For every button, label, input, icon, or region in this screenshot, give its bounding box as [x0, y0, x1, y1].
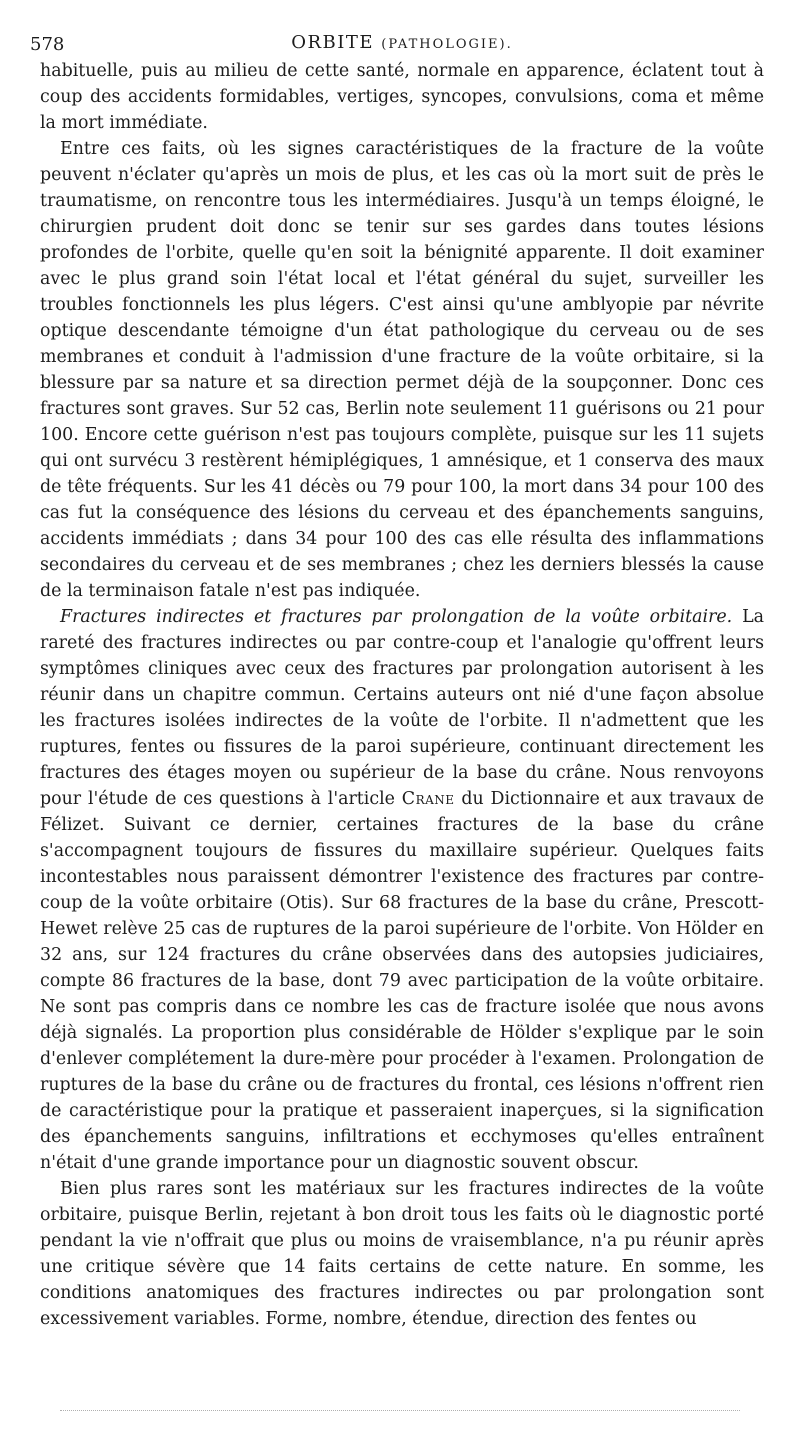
- running-header: [30, 30, 764, 55]
- paragraph-3-text-b: du Dictionnaire et aux travaux de Félizet. Suivant ce dernier, certaines fractures de la base du crâne s'accompagnent toujours de fissures du maxillaire supérieur. Quelques faits incontestables nous paraissent démontrer l'existence des fractures par contre-coup de la voûte orbitaire (Otis). Sur 68 fractures de la base du crâne, Prescott-Hewet relève 25 cas de ruptures de la paroi supérieure de l'orbite. Von Hölder en 32 ans, sur 124 fractures du crâne observées dans des autopsies judiciaires, compte 86 fractures de la base, dont 79 avec participation de la voûte orbitaire. Ne sont pas compris dans ce nombre les cas de fracture isolée que nous avons déjà signalés. La proportion plus considérable de Hölder s'explique par le soin d'enlever complétement la dure-mère pour procéder à l'examen. Prolongation de ruptures de la base du crâne ou de fractures du frontal, ces lésions n'offrent rien de caractéristique pour la pratique et passeraient inaperçues, si la signification des épanchements sanguins, infiltrations et ecchymoses qu'elles entraînent n'était d'une grande importance pour un diagnostic souvent obscur.: [40, 789, 764, 1173]
- running-title-sub: (PATHOLOGIE).: [381, 37, 513, 52]
- paragraph-3-text-a: La rareté des fractures indirectes ou par contre-coup et l'analogie qu'offrent leurs symptômes cliniques avec ceux des fractures par prolongation autorisent à les réunir dans un chapitre commun. Certains auteurs ont nié d'une façon absolue les fractures isolées indirectes de la voûte de l'orbite. Il n'admettent que les ruptures, fentes ou fissures de la paroi supérieure, continuant directement les fractures des étages moyen ou supérieur de la base du crâne. Nous renvoyons pour l'étude de ces questions à l'article: [40, 607, 764, 809]
- body-text: [40, 58, 764, 1332]
- footer-rule: [60, 1410, 740, 1411]
- running-title: [40, 32, 764, 53]
- paragraph-4: Bien plus rares sont les matériaux sur les fractures indirectes de la voûte orbitaire, puisque Berlin, rejetant à bon droit tous les faits où le diagnostic porté pendant la vie n'offrait que plus ou moins de vraisemblance, n'a pu réunir après une critique sévère que 14 faits certains de cette nature. En somme, les conditions anatomiques des fractures indirectes ou par prolongation sont excessivement variables. Forme, nombre, étendue, direction des fentes ou: [40, 1179, 764, 1329]
- document-page: [30, 30, 764, 1332]
- article-reference: Crane: [401, 789, 455, 809]
- section-heading: Fractures indirectes et fractures par prolongation de la voûte orbitaire.: [60, 607, 733, 627]
- running-title-main: ORBITE: [291, 32, 375, 53]
- paragraph-3: [40, 604, 764, 1176]
- paragraph-2: Entre ces faits, où les signes caractéristiques de la fracture de la voûte peuvent n'éclater qu'après un mois de plus, et les cas où la mort suit de près le traumatisme, on rencontre tous les intermédiaires. Jusqu'à un temps éloigné, le chirurgien prudent doit donc se tenir sur ses gardes dans toutes lésions profondes de l'orbite, quelle qu'en soit la bénignité apparente. Il doit examiner avec le plus grand soin l'état local et l'état général du sujet, surveiller les troubles fonctionnels les plus légers. C'est ainsi qu'une amblyopie par névrite optique descendante témoigne d'un état pathologique du cerveau ou de ses membranes et conduit à l'admission d'une fracture de la voûte orbitaire, si la blessure par sa nature et sa direction permet déjà de la soupçonner. Donc ces fractures sont graves. Sur 52 cas, Berlin note seulement 11 guérisons ou 21 pour 100. Encore cette guérison n'est pas toujours complète, puisque sur les 11 sujets qui ont survécu 3 restèrent hémiplégiques, 1 amnésique, et 1 conserva des maux de tête fréquents. Sur les 41 décès ou 79 pour 100, la mort dans 34 pour 100 des cas fut la conséquence des lésions du cerveau et des épanchements sanguins, accidents immédiats ; dans 34 pour 100 des cas elle résulta des inflammations secondaires du cerveau et de ses membranes ; chez les derniers blessés la cause de la terminaison fatale n'est pas indiquée.: [40, 139, 764, 601]
- page-number: 578: [30, 34, 65, 55]
- paragraph-1: habituelle, puis au milieu de cette santé, normale en apparence, éclatent tout à coup des accidents formidables, vertiges, syncopes, convulsions, coma et même la mort immédiate.: [40, 61, 764, 133]
